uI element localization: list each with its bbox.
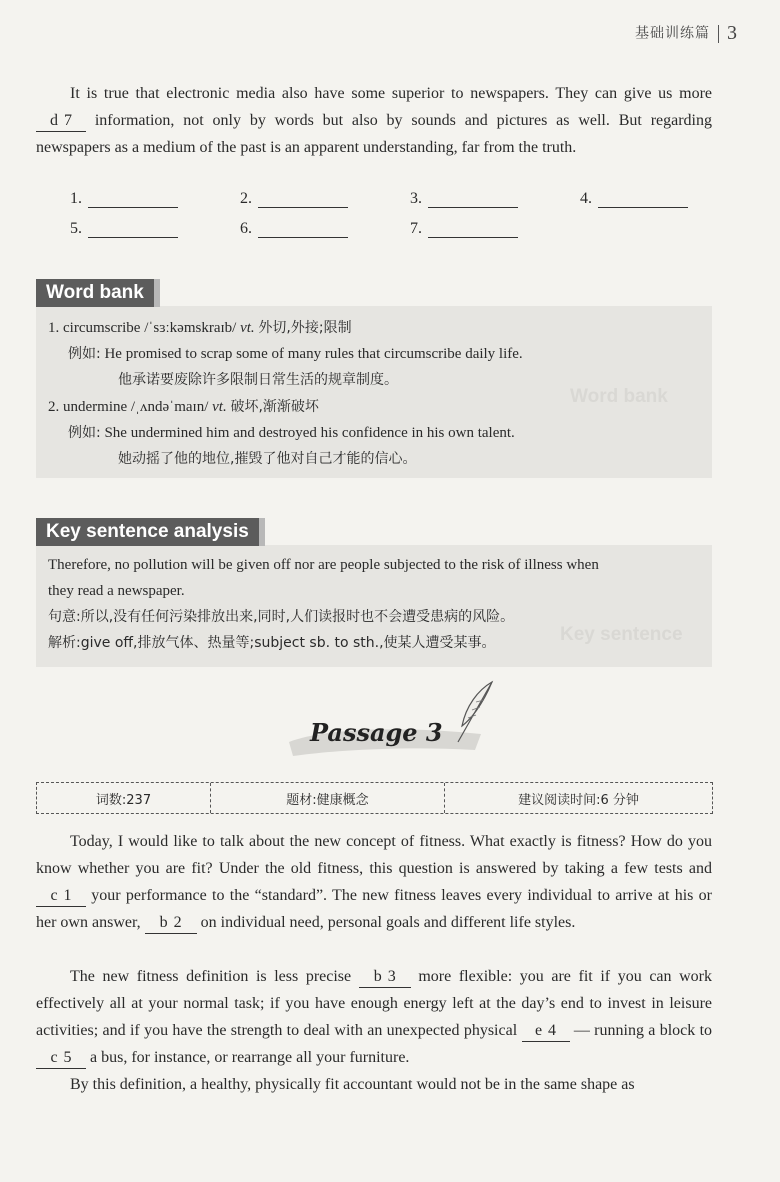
blank-4: [522, 1021, 570, 1042]
blank-2: [145, 913, 197, 934]
word-count: 词数:237: [37, 783, 211, 813]
answer-slot-2[interactable]: [240, 190, 410, 208]
key-sentence-line-1: Therefore, no pollution will be given off nor are people subjected to the risk of illness when: [48, 557, 599, 573]
passage-text: — running a block to: [573, 1022, 713, 1039]
passage-info-bar: [36, 782, 713, 814]
example-en: He promised to scrap some of many rules that circumscribe daily life.: [104, 346, 523, 362]
intro-text-1: It is true that electronic media also have some superior to newspapers. They can give us more: [70, 85, 712, 102]
answer-line: [88, 224, 178, 238]
example-cn: 她动摇了他的地位,摧毁了他对自己才能的信心。: [118, 451, 417, 467]
answer-number: 3.: [410, 190, 422, 207]
passage-text: The new fitness definition is less precise: [70, 968, 352, 985]
part-of-speech: vt.: [240, 320, 255, 336]
passage-text: By this definition, a healthy, physically fit accountant would not be in the same shape as: [70, 1076, 635, 1093]
blank-4-letter: e: [534, 1022, 543, 1039]
blank-5-letter: c: [50, 1049, 58, 1066]
passage-text: more flexible: you are fit if you can work effectively all at your normal task; if you have enough energy left at the day’s end to invest in leisure activities; and if you have the strength to deal with an unexpected physical: [36, 968, 713, 1039]
passage-title: Passage 3: [310, 718, 443, 747]
blank-1-number: 1: [63, 887, 72, 904]
passage-text: on individual need, personal goals and different life styles.: [200, 914, 576, 931]
meaning: 外切,外接;限制: [258, 320, 352, 336]
passage-paragraph-2: [36, 963, 712, 1071]
answer-line: [428, 224, 518, 238]
sentence-meaning: 句意:所以,没有任何污染排放出来,同时,人们读报时也不会遭受患病的风险。: [48, 609, 515, 625]
part-of-speech: vt.: [212, 399, 227, 415]
blank-1: [36, 886, 86, 907]
example-label: 例如:: [68, 425, 101, 441]
blank-2-number: 2: [173, 914, 182, 931]
blank-5-number: 5: [63, 1049, 72, 1066]
answer-slot-5[interactable]: [70, 220, 240, 238]
passage-text: a bus, for instance, or rearrange all your furniture.: [90, 1049, 410, 1066]
answer-line: [598, 194, 688, 208]
answer-slot-4[interactable]: [580, 190, 750, 208]
headword: 1. circumscribe /ˈsɜːkəmskraɪb/: [48, 320, 237, 336]
blank-5: [36, 1048, 86, 1069]
word-bank-entry-2: [48, 394, 515, 472]
answer-line: [88, 194, 178, 208]
key-sentence-line-2: they read a newspaper.: [48, 583, 185, 599]
answer-slot-6[interactable]: [240, 220, 410, 238]
answer-slots: [70, 190, 710, 238]
blank-2-letter: b: [159, 914, 168, 931]
blank-3: [359, 967, 411, 988]
page-number: 3: [727, 22, 738, 44]
word-bank-title: Word bank: [36, 279, 154, 307]
answer-line: [258, 194, 348, 208]
answer-number: 5.: [70, 220, 82, 237]
sentence-analysis: 解析:give off,排放气体、热量等;subject sb. to sth.,使某人遭受某事。: [48, 635, 496, 651]
intro-paragraph: [36, 80, 712, 161]
blank-7-letter: d: [50, 112, 58, 129]
blank-3-number: 3: [387, 968, 396, 985]
passage-paragraph-1: [36, 828, 712, 936]
example-label: 例如:: [68, 346, 101, 362]
answer-number: 7.: [410, 220, 422, 237]
answer-slot-1[interactable]: [70, 190, 240, 208]
answer-number: 6.: [240, 220, 252, 237]
example-cn: 他承诺要废除许多限制日常生活的规章制度。: [118, 372, 398, 388]
blank-3-letter: b: [373, 968, 382, 985]
word-bank-watermark: Word bank: [570, 386, 668, 407]
word-bank-entry-1: [48, 315, 523, 393]
meaning: 破坏,渐渐破坏: [230, 399, 319, 415]
running-header: [635, 22, 738, 45]
answer-slot-3[interactable]: [410, 190, 580, 208]
example-en: She undermined him and destroyed his confidence in his own talent.: [104, 425, 515, 441]
answer-line: [428, 194, 518, 208]
passage-topic: 题材:健康概念: [211, 783, 445, 813]
running-title: 基础训练篇: [635, 25, 710, 42]
reading-time: 建议阅读时间:6 分钟: [518, 792, 639, 808]
answer-number: 4.: [580, 190, 592, 207]
header-divider: [718, 25, 719, 43]
passage-text: Today, I would like to talk about the new concept of fitness. What exactly is fitness? How do you know whether you are fit? Under the old fitness, this question is answered by taking a few tests and: [36, 833, 712, 877]
quill-icon: [452, 680, 496, 746]
blank-7: [36, 111, 86, 132]
passage-text: your performance to the “standard”. The new fitness leaves every individual to arrive at his or her own answer,: [36, 887, 713, 931]
answer-number: 2.: [240, 190, 252, 207]
headword: 2. undermine /ˌʌndəˈmaɪn/: [48, 399, 209, 415]
key-sentence-title: Key sentence analysis: [36, 518, 259, 546]
intro-text-2: information, not only by words but also by sounds and pictures as well. But regarding newspapers as a medium of the past is an apparent understanding, far from the truth.: [36, 112, 713, 156]
blank-1-letter: c: [50, 887, 58, 904]
answer-line: [258, 224, 348, 238]
blank-7-number: 7: [64, 112, 72, 129]
answer-number: 1.: [70, 190, 82, 207]
answer-slot-7[interactable]: [410, 220, 580, 238]
key-sentence-content: [48, 552, 700, 656]
key-sentence-watermark: Key sentence: [560, 624, 683, 645]
passage-paragraph-3: [36, 1071, 712, 1098]
blank-4-number: 4: [548, 1022, 557, 1039]
